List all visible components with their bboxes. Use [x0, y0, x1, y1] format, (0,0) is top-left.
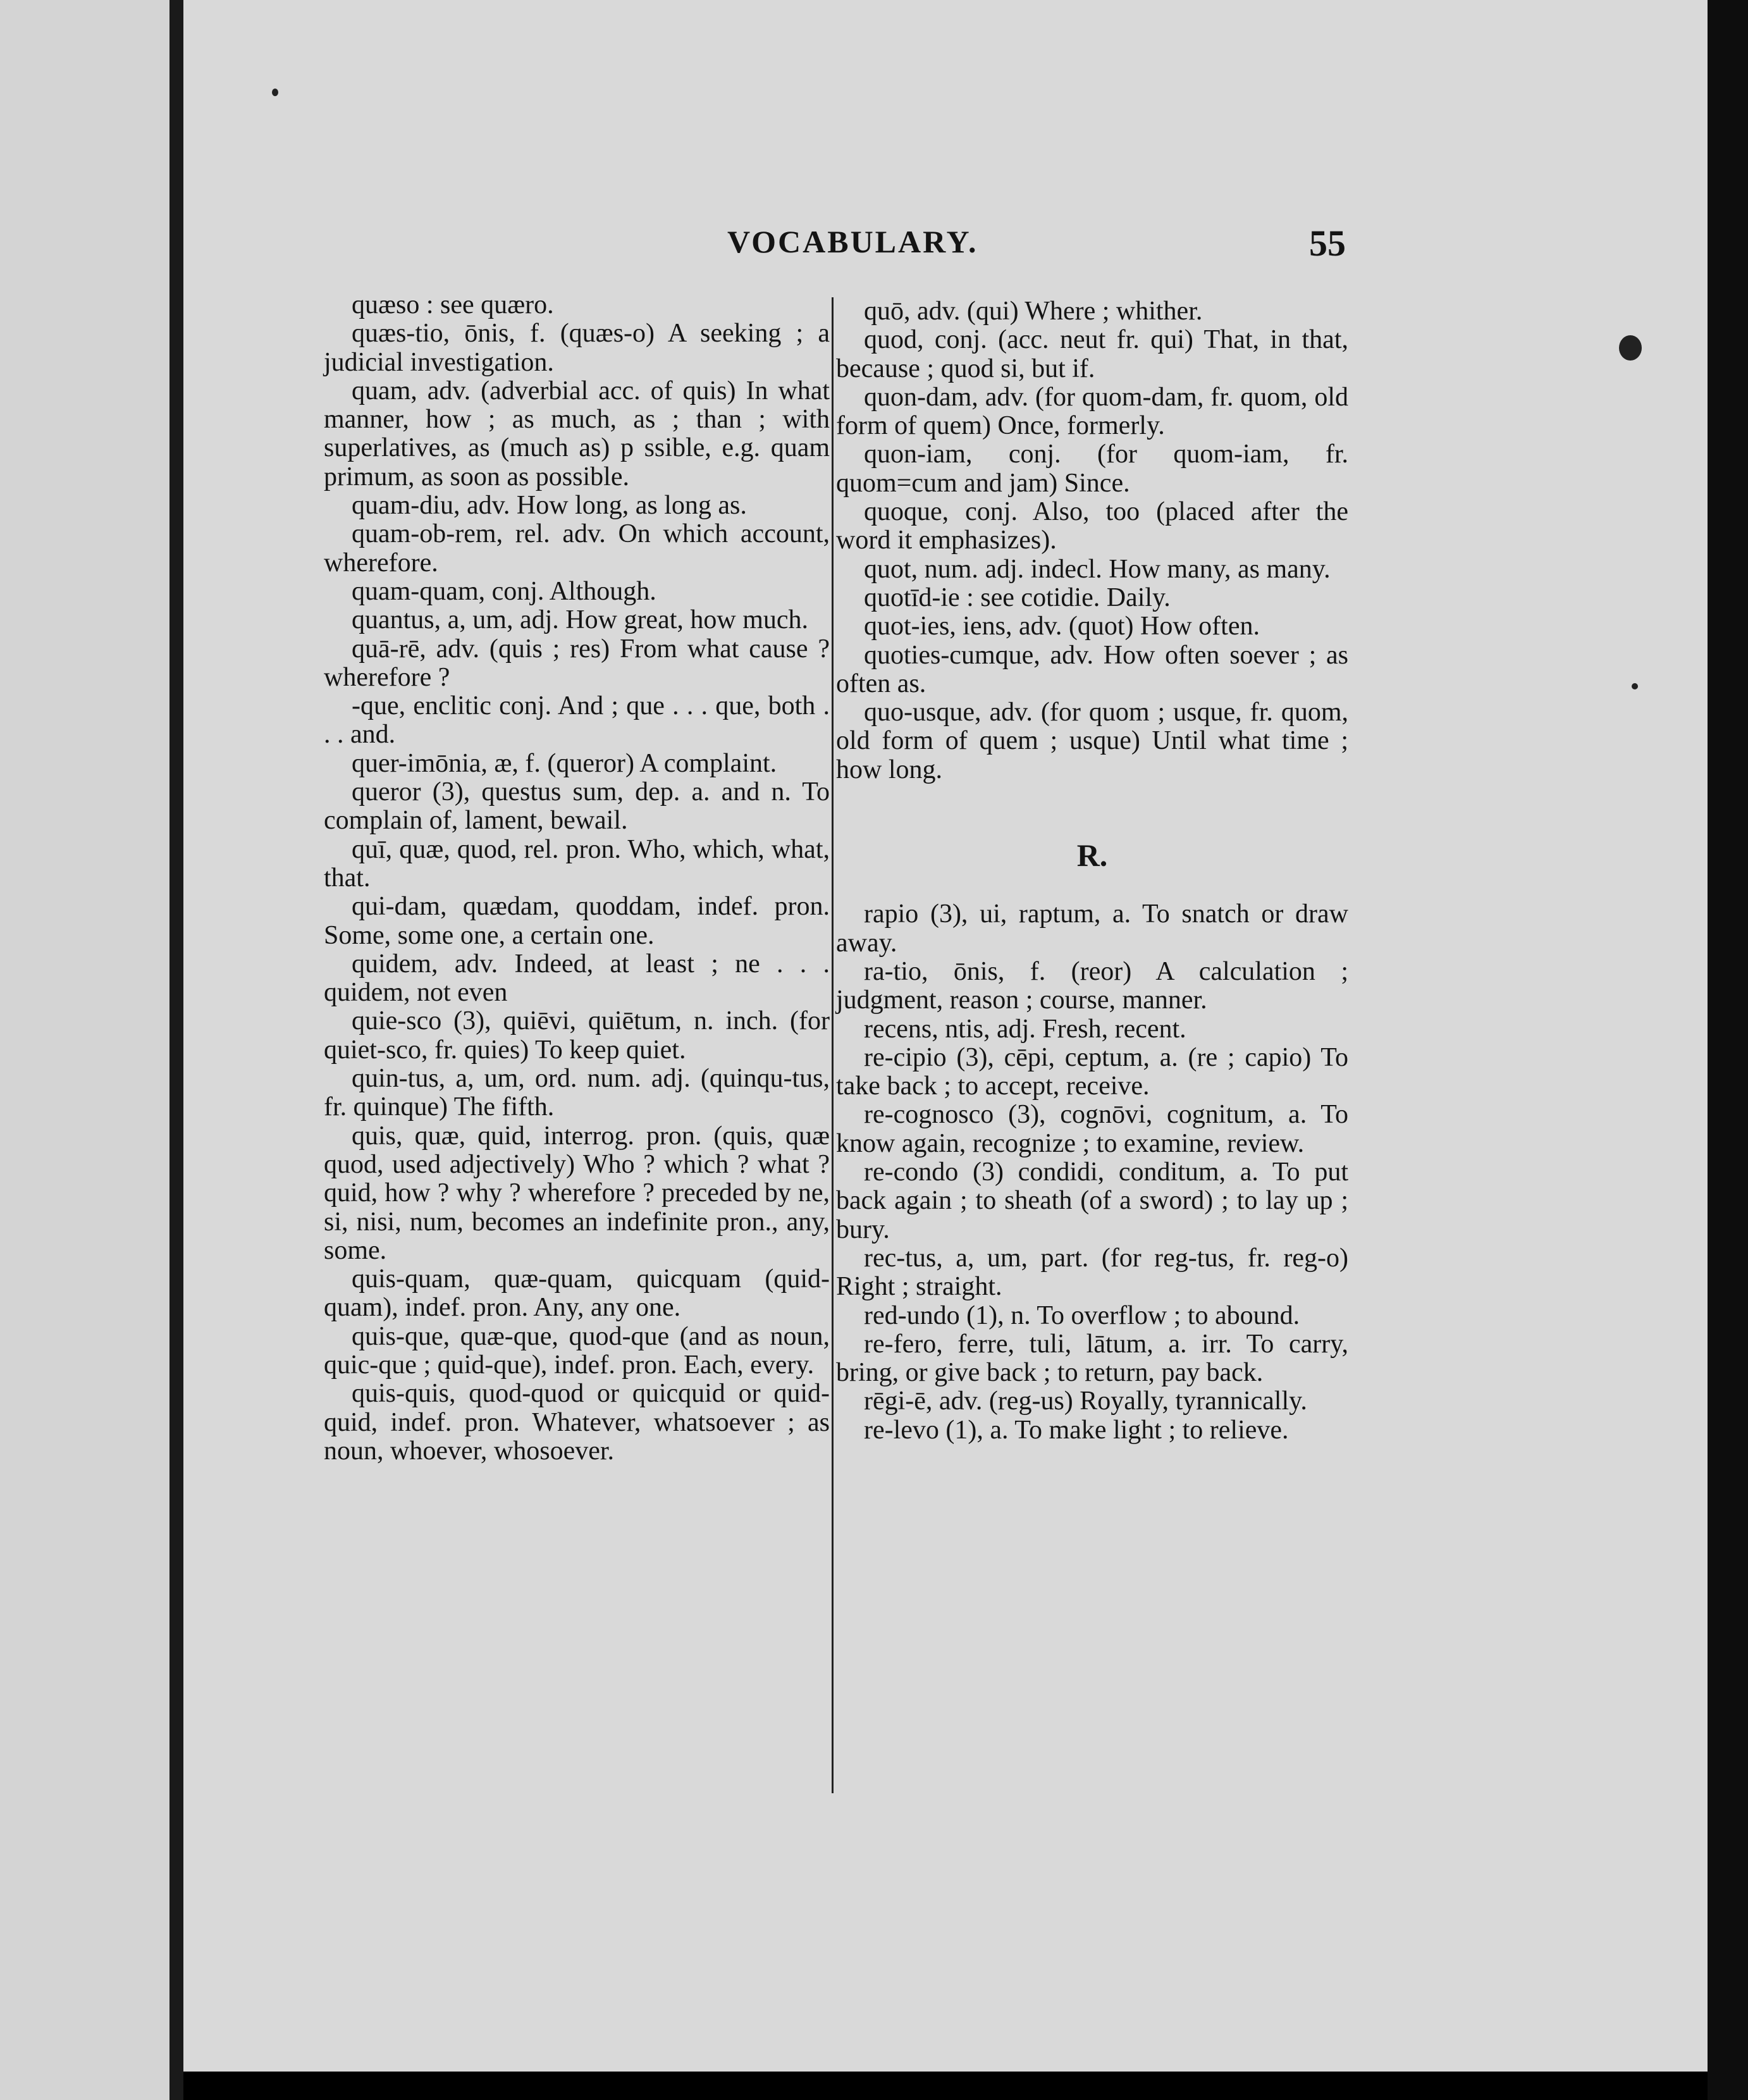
entry: quo-usque, adv. (for quom ; usque, fr. quom, old form of quem ; usque) Until what time ; how long. [836, 698, 1348, 784]
entry: quidem, adv. Indeed, at least ; ne . . . quidem, not even [324, 949, 830, 1008]
scan-speck [272, 89, 278, 96]
entry: quī, quæ, quod, rel. pron. Who, which, what, that. [324, 834, 830, 892]
scan-border [1708, 0, 1748, 2100]
entry: rec-tus, a, um, part. (for reg-tus, fr. reg-o) Right ; straight. [836, 1243, 1348, 1302]
entry: re-fero, ferre, tuli, lātum, a. irr. To carry, bring, or give back ; to return, pay back. [836, 1329, 1348, 1388]
entry: re-cipio (3), cēpi, ceptum, a. (re ; capio) To take back ; to accept, receive. [836, 1042, 1348, 1101]
entry: ra-tio, ōnis, f. (reor) A calculation ; judgment, reason ; course, manner. [836, 956, 1348, 1015]
section-letter: R. [1076, 837, 1108, 874]
entry: quæs-tio, ōnis, f. (quæs-o) A seeking ; a judicial investigation. [324, 319, 830, 377]
entry: qui-dam, quædam, quoddam, indef. pron. Some, some one, a certain one. [324, 892, 830, 950]
entry: quō, adv. (qui) Where ; whither. [864, 297, 1203, 326]
column-rule [832, 297, 834, 1793]
right-column [836, 297, 1348, 1445]
entry: re-cognosco (3), cognōvi, cognitum, a. To know again, recognize ; to examine, review. [836, 1100, 1348, 1158]
entry: quoque, conj. Also, too (placed after the word it emphasizes). [836, 497, 1348, 555]
entry: quis, quæ, quid, interrog. pron. (quis, quæ quod, used adjectively) Who ? which ? what ? quid, how ? why ? wherefore ? preceded by ne, si, nisi, num, becomes an indefinite pron., any, some. [324, 1121, 830, 1265]
entry: quot-ies, iens, adv. (quot) How often. [864, 612, 1260, 641]
entry: red-undo (1), n. To overflow ; to abound. [864, 1300, 1300, 1330]
entry: quam, adv. (adverbial acc. of quis) In what manner, how ; as much, as ; than ; with superlatives, as (much as) p ssible, e.g. quam primum, as soon as possible. [324, 376, 830, 491]
entry: quam-quam, conj. Although. [352, 576, 656, 606]
entry: quis-quis, quod-quod or quicquid or quid-quid, indef. pron. Whatever, whatsoever ; as noun, whoever, whosoever. [324, 1379, 830, 1466]
book-gutter [169, 0, 183, 2100]
entry: quotīd-ie : see cotidie. Daily. [864, 583, 1171, 612]
entry: quā-rē, adv. (quis ; res) From what cause ? wherefore ? [324, 634, 830, 692]
entry: rēgi-ē, adv. (reg-us) Royally, tyrannically. [864, 1387, 1307, 1416]
entry: quin-tus, a, um, ord. num. adj. (quinqu-tus, fr. quinque) The fifth. [324, 1064, 830, 1122]
entry: quis-quam, quæ-quam, quicquam (quid-quam), indef. pron. Any, any one. [324, 1264, 830, 1323]
entry: quie-sco (3), quiēvi, quiētum, n. inch. (for quiet-sco, fr. quies) To keep quiet. [324, 1006, 830, 1065]
entry: re-condo (3) condidi, conditum, a. To put back again ; to sheath (of a sword) ; to lay up ; bury. [836, 1158, 1348, 1244]
scan-speck [1632, 683, 1638, 689]
entry: queror (3), questus sum, dep. a. and n. To complain of, lament, bewail. [324, 777, 830, 836]
left-column [324, 291, 830, 1466]
entry: quam-diu, adv. How long, as long as. [352, 491, 747, 521]
entry: recens, ntis, adj. Fresh, recent. [864, 1014, 1186, 1044]
entry: quod, conj. (acc. neut fr. qui) That, in that, because ; quod si, but if. [836, 325, 1348, 383]
entry: rapio (3), ui, raptum, a. To snatch or draw away. [836, 899, 1348, 958]
running-header: VOCABULARY. [727, 224, 978, 259]
facing-page-edge [0, 0, 169, 2100]
entry: re-levo (1), a. To make light ; to relieve. [864, 1415, 1289, 1445]
entry: quer-imōnia, æ, f. (queror) A complaint. [352, 748, 777, 778]
entry: quæso : see quæro. [352, 290, 554, 319]
entry: quis-que, quæ-que, quod-que (and as noun, quic-que ; quid-que), indef. pron. Each, every. [324, 1321, 830, 1380]
entry: quam-ob-rem, rel. adv. On which account, wherefore. [324, 519, 830, 578]
entry: quon-iam, conj. (for quom-iam, fr. quom=cum and jam) Since. [836, 440, 1348, 498]
entry: quot, num. adj. indecl. How many, as many. [864, 554, 1331, 584]
entry: quoties-cumque, adv. How often soever ; as often as. [836, 640, 1348, 698]
scan-speck [1619, 335, 1642, 361]
entry: quantus, a, um, adj. How great, how much. [352, 605, 809, 635]
entry: quon-dam, adv. (for quom-dam, fr. quom, old form of quem) Once, formerly. [836, 382, 1348, 441]
entry: -que, enclitic conj. And ; que . . . que, both . . . and. [324, 691, 830, 750]
page-number: 55 [1309, 223, 1346, 264]
